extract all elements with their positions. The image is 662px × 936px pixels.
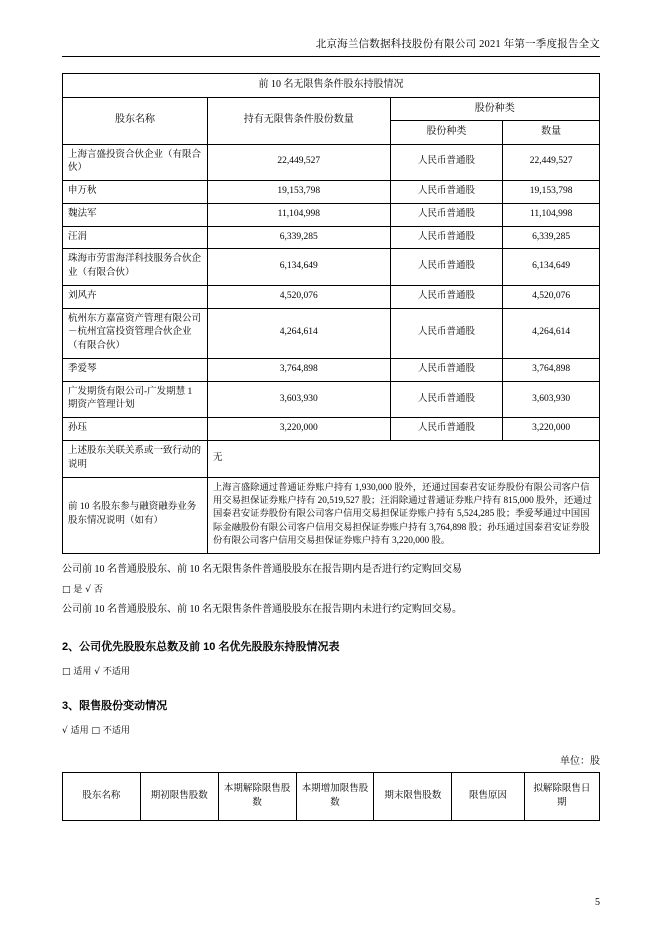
- section-3-options: √ 适用 □ 不适用: [62, 726, 130, 737]
- repo-options: □ 是 √ 否: [62, 584, 103, 595]
- section-3-heading: 3、限售股份变动情况: [62, 700, 168, 713]
- shareholder-quantity: 19,153,798: [207, 181, 390, 204]
- unit-label: 单位：股: [560, 756, 600, 768]
- share-type: 人民币普通股: [390, 358, 503, 381]
- shareholder-quantity: 4,520,076: [207, 285, 390, 308]
- table-row: [63, 285, 600, 308]
- shareholder-name: 广发期货有限公司-广发期慧 1 期资产管理计划: [63, 381, 208, 418]
- col-share-type-group: 股份种类: [390, 97, 599, 121]
- col-added-this-period: 本期增加限售股数: [296, 773, 374, 821]
- table-row: [63, 203, 600, 226]
- share-type: 人民币普通股: [390, 144, 503, 181]
- shareholder-quantity: 3,220,000: [207, 418, 390, 441]
- shareholder-name: 申万秋: [63, 181, 208, 204]
- share-amount: 3,220,000: [503, 418, 600, 441]
- shareholder-name: 汪涓: [63, 226, 208, 249]
- shareholder-name: 季爱琴: [63, 358, 208, 381]
- table-row: [63, 308, 600, 358]
- shareholder-quantity: 11,104,998: [207, 203, 390, 226]
- col-shareholder-name: 股东名称: [63, 773, 141, 821]
- shareholder-name: 珠海市劳雷海洋科技服务合伙企业（有限合伙）: [63, 249, 208, 286]
- table-row: [63, 181, 600, 204]
- share-type: 人民币普通股: [390, 381, 503, 418]
- col-released-this-period: 本期解除限售股数: [218, 773, 296, 821]
- margin-trading-row: [63, 477, 600, 553]
- table-title-row: [63, 74, 600, 98]
- share-type: 人民币普通股: [390, 203, 503, 226]
- shareholder-quantity: 3,603,930: [207, 381, 390, 418]
- col-ending-restricted: 期末限售股数: [374, 773, 452, 821]
- share-amount: 3,603,930: [503, 381, 600, 418]
- repo-question: 公司前 10 名普通股股东、前 10 名无限售条件普通股股东在报告期内是否进行约定购回交易: [62, 563, 462, 575]
- header-divider: [62, 56, 600, 57]
- margin-trading-value: 上海言盛除通过普通证券账户持有 1,930,000 股外，还通过国泰君安证券股份有限公司客户信用交易担保证券账户持有 20,519,527 股；汪涓除通过普通证券账户持有 815,000 股外，还通过国泰君安证券股份有限公司客户信用交易担保证券账户持有 5,524,285 股；季爱琴通过中国国际金融股份有限公司客户信用交易担保证券账户持有 3,764,898 股；孙珏通过国泰君安证券股份有限公司客户信用交易担保证券账户持有 3,220,000 股。: [207, 477, 599, 553]
- share-amount: 6,134,649: [503, 249, 600, 286]
- page-header: [62, 0, 600, 51]
- shareholder-quantity: 6,339,285: [207, 226, 390, 249]
- col-share-amount: 数量: [503, 121, 600, 145]
- related-party-row: [63, 440, 600, 477]
- share-amount: 22,449,527: [503, 144, 600, 181]
- col-unrestricted-quantity: 持有无限售条件股份数量: [207, 97, 390, 144]
- col-shareholder-name: 股东名称: [63, 97, 208, 144]
- share-type: 人民币普通股: [390, 418, 503, 441]
- table-title: 前 10 名无限售条件股东持股情况: [63, 74, 600, 98]
- table-row: [63, 249, 600, 286]
- related-party-label: 上述股东关联关系或一致行动的说明: [63, 440, 208, 477]
- table-row: [63, 226, 600, 249]
- share-type: 人民币普通股: [390, 181, 503, 204]
- shareholder-name: 刘风卉: [63, 285, 208, 308]
- share-amount: 3,764,898: [503, 358, 600, 381]
- col-share-type: 股份种类: [390, 121, 503, 145]
- page-number: 5: [595, 897, 600, 908]
- col-restriction-reason: 限售原因: [452, 773, 524, 821]
- share-amount: 19,153,798: [503, 181, 600, 204]
- shareholder-name: 孙珏: [63, 418, 208, 441]
- table-row: [63, 418, 600, 441]
- running-title: 北京海兰信数据科技股份有限公司 2021 年第一季度报告全文: [315, 39, 600, 50]
- table-row: [63, 381, 600, 418]
- shareholder-name: 上海言盛投资合伙企业（有限合伙）: [63, 144, 208, 181]
- top-shareholders-table: [62, 73, 600, 554]
- share-amount: 11,104,998: [503, 203, 600, 226]
- section-2-heading: 2、公司优先股股东总数及前 10 名优先股股东持股情况表: [62, 641, 340, 654]
- share-type: 人民币普通股: [390, 249, 503, 286]
- shareholder-quantity: 4,264,614: [207, 308, 390, 358]
- shareholder-quantity: 6,134,649: [207, 249, 390, 286]
- col-planned-release-date: 拟解除限售日期: [524, 773, 599, 821]
- shareholder-name: 杭州东方嘉富资产管理有限公司－杭州宜富投资管理合伙企业（有限合伙）: [63, 308, 208, 358]
- share-amount: 4,520,076: [503, 285, 600, 308]
- repo-answer: 公司前 10 名普通股股东、前 10 名无限售条件普通股股东在报告期内未进行约定购回交易。: [62, 604, 462, 616]
- table-row: [63, 144, 600, 181]
- margin-trading-label: 前 10 名股东参与融资融券业务股东情况说明（如有）: [63, 477, 208, 553]
- share-type: 人民币普通股: [390, 226, 503, 249]
- table-header-row: [63, 773, 600, 821]
- share-amount: 6,339,285: [503, 226, 600, 249]
- table-header-row-1: [63, 97, 600, 121]
- section-2-options: □ 适用 √ 不适用: [62, 667, 130, 678]
- col-initial-restricted: 期初限售股数: [140, 773, 218, 821]
- shareholder-quantity: 3,764,898: [207, 358, 390, 381]
- related-party-value: 无: [207, 440, 599, 477]
- restricted-shares-change-table: [62, 772, 600, 821]
- share-amount: 4,264,614: [503, 308, 600, 358]
- table-row: [63, 358, 600, 381]
- share-type: 人民币普通股: [390, 308, 503, 358]
- shareholder-name: 魏法军: [63, 203, 208, 226]
- share-type: 人民币普通股: [390, 285, 503, 308]
- shareholder-quantity: 22,449,527: [207, 144, 390, 181]
